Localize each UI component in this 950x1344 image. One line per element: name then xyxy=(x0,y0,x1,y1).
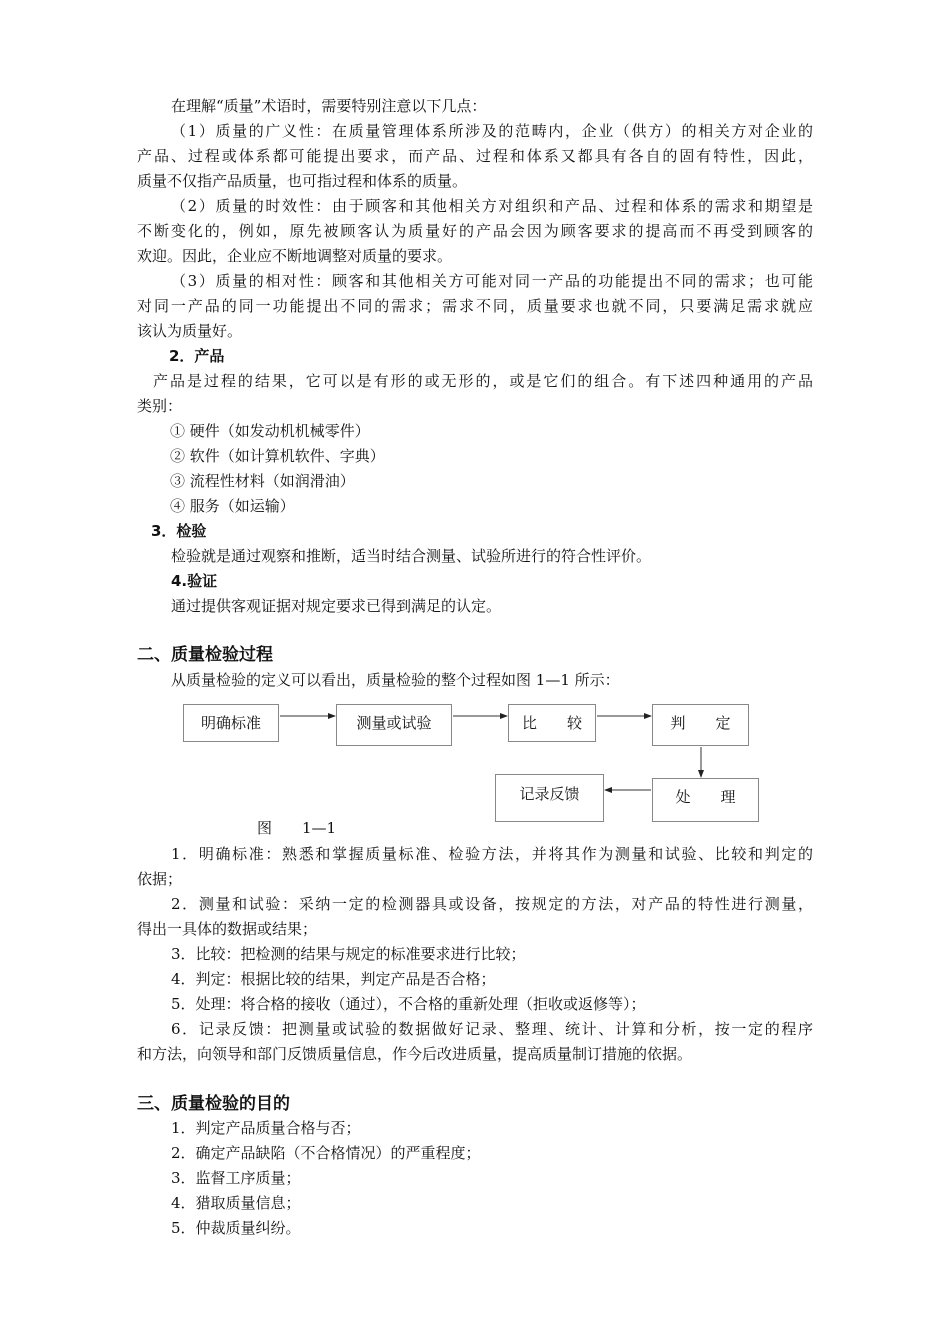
step6-line2: 和方法，向领导和部门反馈质量信息，作今后改进质量，提高质量制订措施的依据。 xyxy=(137,1045,693,1063)
intro-p3-line2: 对同一产品的同一功能提出不同的需求；需求不同，质量要求也就不同，只要满足需求就应 xyxy=(137,297,813,315)
step2-line1: 2．测量和试验：采纳一定的检测器具或设备，按规定的方法，对产品的特性进行测量， xyxy=(171,895,813,913)
flow-box-record-feedback-label: 记录反馈 xyxy=(519,785,580,803)
step3: 3．比较：把检测的结果与规定的标准要求进行比较； xyxy=(171,945,526,963)
flow-box-measure-test-label: 测量或试验 xyxy=(356,714,432,732)
flow-box-judge-label: 判 定 xyxy=(670,714,731,732)
flow-box-compare-label: 比 较 xyxy=(521,714,582,732)
figure-caption: 图 1—1 xyxy=(257,819,337,837)
intro-p3-line1: （3）质量的相对性：顾客和其他相关方可能对同一产品的功能提出不同的需求；也可能 xyxy=(171,272,813,290)
intro-p1-line2: 产品、过程或体系都可能提出要求，而产品、过程和体系又都具有各自的固有特性，因此， xyxy=(137,147,813,165)
step1-line1: 1．明确标准：熟悉和掌握质量标准、检验方法，并将其作为测量和试验、比较和判定的 xyxy=(171,845,813,863)
intro-p1-line1: （1）质量的广义性：在质量管理体系所涉及的范畴内，企业（供方）的相关方对企业的 xyxy=(171,122,813,140)
purpose-item-4: 4．猎取质量信息； xyxy=(171,1194,301,1212)
flow-box-handle-label: 处 理 xyxy=(675,788,736,806)
section3-heading: 三、质量检验的目的 xyxy=(137,1094,290,1114)
purpose-item-2: 2．确定产品缺陷（不合格情况）的严重程度； xyxy=(171,1144,481,1162)
intro-p3-line3: 该认为质量好。 xyxy=(137,322,243,340)
step5: 5．处理：将合格的接收（通过），不合格的重新处理（拒收或返修等）； xyxy=(171,995,646,1013)
purpose-item-5: 5．仲裁质量纠纷。 xyxy=(171,1219,301,1237)
flow-box-define-standard-label: 明确标准 xyxy=(200,714,261,732)
product-item-hardware: ① 硬件（如发动机机械零件） xyxy=(170,422,370,440)
intro-lead: 在理解“质量”术语时，需要特别注意以下几点： xyxy=(171,97,487,115)
purpose-item-3: 3．监督工序质量； xyxy=(171,1169,301,1187)
step2-line2: 得出一具体的数据或结果； xyxy=(137,920,318,938)
step4: 4．判定：根据比较的结果，判定产品是否合格； xyxy=(171,970,496,988)
product-heading: 2．产品 xyxy=(169,347,225,365)
inspection-heading: 3．检验 xyxy=(151,522,207,540)
purpose-item-1: 1．判定产品质量合格与否； xyxy=(171,1119,361,1137)
step1-line2: 依据； xyxy=(137,870,183,888)
verification-heading: 4.验证 xyxy=(171,572,218,590)
intro-p2-line1: （2）质量的时效性：由于顾客和其他相关方对组织和产品、过程和体系的需求和期望是 xyxy=(171,197,813,215)
section2-heading: 二、质量检验过程 xyxy=(137,645,273,665)
inspection-text: 检验就是通过观察和推断，适当时结合测量、试验所进行的符合性评价。 xyxy=(171,547,652,565)
section2-lead: 从质量检验的定义可以看出，质量检验的整个过程如图 1—1 所示： xyxy=(171,671,620,689)
verification-text: 通过提供客观证据对规定要求已得到满足的认定。 xyxy=(171,597,502,615)
intro-p2-line3: 欢迎。因此，企业应不断地调整对质量的要求。 xyxy=(137,247,453,265)
intro-p2-line2: 不断变化的，例如，原先被顾客认为质量好的产品会因为顾客要求的提高而不再受到顾客的 xyxy=(137,222,813,240)
step6-line1: 6．记录反馈：把测量或试验的数据做好记录、整理、统计、计算和分析，按一定的程序 xyxy=(171,1020,813,1038)
product-text-line1: 产品是过程的结果，它可以是有形的或无形的，或是它们的组合。有下述四种通用的产品 xyxy=(153,372,813,390)
product-item-software: ② 软件（如计算机软件、字典） xyxy=(170,447,385,465)
product-text-line2: 类别： xyxy=(137,397,183,415)
product-item-material: ③ 流程性材料（如润滑油） xyxy=(170,472,355,490)
intro-p1-line3: 质量不仅指产品质量，也可指过程和体系的质量。 xyxy=(137,172,468,190)
product-item-service: ④ 服务（如运输） xyxy=(170,497,295,515)
